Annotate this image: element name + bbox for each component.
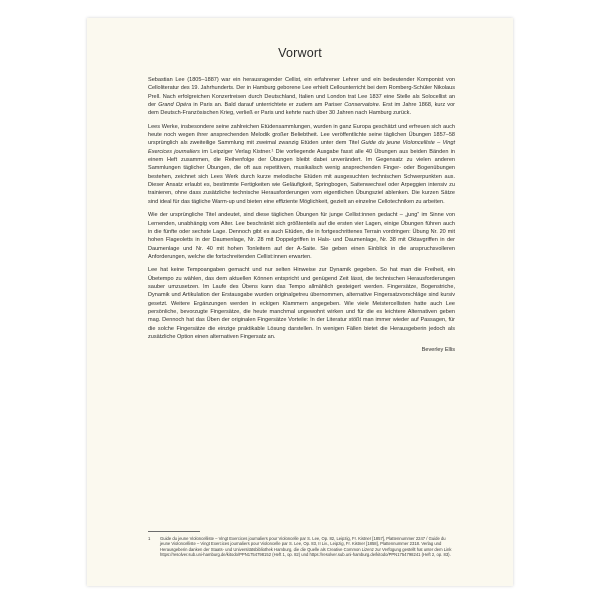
- italic-title-text: Guide du jeune Violoncelliste – Vingt Exercices journaliers: [148, 140, 456, 155]
- paragraph-4: [148, 266, 455, 341]
- paragraph-text: Sebastian Lee (1805–1887) war ein herausragender Cellist, ein erfahrener Lehrer und ein bedeutender Komponist von Celloliteratur des 19. Jahrhunderts. Der in Hamburg geborene Lee erhielt Cellounterricht bei dem Romberg-Schüler Nikolaus Prell. Nach erfolgreichen Konzertreisen durch Deutschland, Italien und London trat Lee 1837 eine Stelle als Solocellist an der: [148, 77, 455, 109]
- author-signature: Beverley Ellis: [421, 347, 455, 354]
- paragraph-text: Wie der ursprüngliche Titel andeutet, sind diese täglichen Übungen für junge Cellist:innen gedacht – „jung“ im Sinne von Lernenden, unabhängig vom Alter. Lee beschränkt sich größtenteils auf die ersten vier Lagen, einige Übungen führen auch in die fünfte oder sechste Lage. Dennoch gibt es auch Etüden, die in fortgeschrittenes Terrain vordringen: Übung Nr. 20 mit hohen Flageoletts in der Daumenlage, Nr. 28 mit Doppelgriffen in Hals- und Daumenlage, Nr. 38 mit Oktavgriffen in der Daumenlage und Nr. 40 mit hohen Tonleitern auf der A-Saite. Sie geben einen Einblick in die anspruchsvolleren Anforderungen, welche die fortschreitenden Cellist:innen erwarten.: [148, 212, 455, 260]
- italic-title-text: Conservatoire: [344, 102, 379, 109]
- paragraph-2: [148, 123, 455, 206]
- paragraph-text: Lee hat keine Tempoangaben gemacht und nur selten Hinweise zur Dynamik gegeben. So hat man die Freiheit, ein Übetempo zu wählen, das dem aktuellen Können entspricht und genügend Zeit lässt, die technischen Herausforderungen sauber umzusetzen. Im Laufe des Übens kann das Tempo allmählich gesteigert werden. Fingersätze, Bogenstriche, Dynamik und Artikulation der Erstausgabe wurden originalgetreu übernommen, alternative Fingersatzvorschläge sind kursiv gesetzt. Weitere Ergänzungen werden in eckigen Klammern angegeben. Wie viele Meistercellisten hatte auch Lee persönliche, bevorzugte Fingersätze, die heute manchmal ungewohnt wirken und für die es leichtere Alternativen geben mag. Dennoch hat das Üben der originalen Fingersätze Vorteile: In der Literatur stößt man immer wieder auf Passagen, für die solche Fingersätze die einzige praktikable Lösung darstellen. In wenigen Fällen bietet die Herausgeberin jedoch als zusätzliche Option einen alternativen Fingersatz an.: [148, 267, 455, 340]
- paragraph-text: in Paris an. Bald darauf unterrichtete er zudem am Pariser: [191, 102, 345, 109]
- footnote: [148, 536, 455, 558]
- document-page: [87, 18, 513, 586]
- paragraph-text: im Leipziger Verlag Kistner.¹ Die vorliegende Ausgabe fasst alle 40 Übungen aus beiden Bänden in einem Heft zusammen, die Reihenfolge der Übungen bleibt dabei unverändert. Im Gegensatz zu vielen anderen Sammlungen täglicher Übungen, die oft aus repetitiven, musikalisch wenig ansprechenden Finger- oder Bogenübungen bestehen, zeichnet sich Lees Werk durch kurze melodische Etüden mit ausgesuchten technischen Schwerpunkten aus. Dieser Ansatz erlaubt es, bestimmte Fertigkeiten wie Geläufigkeit, Springbogen, Saitenwechsel oder Arpeggien intensiv zu trainieren, ohne dass zusätzliche technische Herausforderungen vom eigentlichen Übungsziel ablenken. Die kurzen Sätze sind ideal für das tägliche Warm-up und bieten eine effiziente Möglichkeit, gezielt an einzelne Cellotechniken zu arbeiten.: [148, 148, 455, 205]
- paragraph-3: [148, 211, 455, 261]
- footnote-text: Guide du jeune Violoncelliste – Vingt Exercices journaliers pour Violoncelle par S. Lee, Op. 82, Leipzig, Fr. Kistner [1857], Plattennummer 2247 / Guide du jeune Violoncelliste – Vingt Exercices journaliers pour Violoncelle par S. Lee, Op. 83, II Liv., Leipzig, Fr. Kistner [1858], Plattennummer 2318. Verlag und Herausgeberin danken der Staats- und Universitätsbibliothek Hamburg, die die Quelle als Creative Common Lizenz zur Verfügung gestellt hat unter dem Link https://resolver.sub.uni-hamburg.de/kitodo/PPN1754798152 (Heft 1, op. 82) und https://resolver.sub.uni-hamburg.de/kitodo/PPN1754798241 (Heft 2, op. 83).: [160, 536, 452, 558]
- paragraph-text: Lees Werke, insbesondere seine zahlreichen Etüdensammlungen, wurden in ganz Europa geschätzt und erfreuen sich auch heute noch wegen ihrer ansprechenden Melodik großer Beliebtheit. Lee veröffentlichte seine täglichen Übungen 1857–58 ursprünglich als zweiteilige Sammlung mit zweimal zwanzig Etüden unter dem Titel: [148, 123, 455, 147]
- footnotes: [148, 536, 455, 558]
- italic-title-text: Grand Opéra: [158, 102, 192, 109]
- footnote-divider: [148, 531, 200, 532]
- paragraph-1: [148, 76, 455, 118]
- page-title: Vorwort: [278, 46, 322, 60]
- footnote-number: 1: [148, 536, 151, 541]
- paragraph-text: . Erst im Jahre 1868, kurz vor dem Deutsch-Französischen Krieg, verließ er Paris und kehrte nach über 30 Jahren nach Hamburg zurück.: [148, 102, 456, 117]
- preface-body: [148, 76, 455, 355]
